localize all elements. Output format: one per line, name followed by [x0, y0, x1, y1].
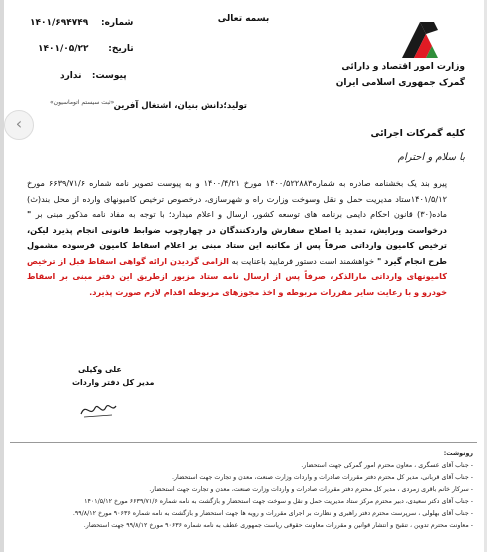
customs-logo-icon — [398, 18, 440, 60]
recipient-heading: کلیه گمرکات اجرائی — [370, 128, 465, 139]
date-value: ۱۴۰۱/۰۵/۲۲ — [38, 44, 89, 54]
ministry-name: وزارت امور اقتصاد و دارائی — [341, 62, 465, 72]
letter-body — [27, 176, 447, 300]
cc-line: - معاونت محترم تدوین ، تنقیح و انتشار قوانین و مقررات معاونت حقوقی ریاست جمهوری عطف به نامه شماره ۹۰۶۳۶ مورخ ۹۹/۸/۱۲ جهت استحضار. — [83, 522, 473, 529]
date-label: تاریخ: — [108, 44, 134, 54]
handwritten-signature-icon — [78, 398, 118, 420]
signatory-name: علی وکیلی — [78, 365, 122, 374]
cc-line: - جناب آقای دکتر سعیدی، دبیر محترم مرکز ستاد مدیریت حمل و نقل و سوخت جهت استحضار و بازگشت به نامه شماره ۶۶۳۹/۷۱/۶ مورخ ۱۴۰۱/۵/۱۲ — [84, 498, 473, 505]
cc-line: - جناب آقای بهلولی ، سرپرست محترم دفتر راهبری و نظارت بر اجرای مقررات و رویه ها جهت استحضار و بازگشت به نامه شماره ۹۰۶۳۶ مورخ ۹۹/۸/۱۲. — [72, 510, 473, 517]
cc-line: - جناب آقای قربانی، مدیر کل محترم دفتر مقررات صادرات و واردات وزارت صنعت، معدن و تجارت جهت استحضار. — [172, 474, 473, 481]
letter-number — [30, 18, 133, 28]
customs-name: گمرک جمهوری اسلامی ایران — [335, 78, 465, 88]
cc-line: - سرکار خانم باقری زمردی ، مدیر کل محترم دفتر مقررات صادرات و واردات وزارت صنعت، معدن و تجارت جهت استحضار. — [149, 486, 473, 493]
left-border — [0, 0, 4, 552]
letter-subject: تولید؛دانش بنیان، اشتغال آفرین — [113, 101, 247, 111]
body-highlight-red: الزامی گردیدن ارائه گواهی اسقاط قبل از ترخیص کامیونهای وارداتی مارالذکر، صرفاً پس از ارسال نامه ستاد مزبور ازطریق این دفتر مبنی بر اسقاط خودرو و با رعایت سایر مقررات مربوطه و اخذ مجوزهای مربوطه اقدام لازم صورت پذیرد. — [27, 255, 447, 297]
attachment-value: ندارد — [60, 71, 82, 81]
letter-attachment — [60, 71, 127, 81]
body-paragraph-3: خواهشمند است دستور فرمایید باعنایت به — [228, 255, 375, 266]
automation-note: «ثبت سیستم اتوماسیون» — [50, 99, 115, 106]
cc-line: - جناب آقای عسگری ، معاون محترم امور گمرکی جهت استحضار. — [301, 462, 473, 469]
signatory-title: مدیر کل دفتر واردات — [72, 378, 155, 387]
footer-divider — [10, 442, 477, 443]
attachment-label: پیوست: — [91, 71, 127, 81]
number-value: ۱۴۰۱/۶۹۴۷۴۹ — [30, 18, 89, 28]
previous-arrow-icon[interactable]: ‹ — [4, 110, 34, 140]
handwritten-greeting: با سلام و احترام — [397, 152, 465, 163]
letter-date — [38, 44, 134, 54]
number-label: شماره: — [101, 18, 134, 28]
cc-section — [13, 448, 473, 532]
body-paragraph-1: پیرو بند یک بخشنامه صادره به شماره۱۴۰۰/۵۲۲۸۸۳ مورخ ۱۴۰۰/۴/۲۱ و به پیوست تصویر نامه شماره ۶۶۳۹/۷۱/۶ مورخ ۱۴۰۱/۵/۱۲ستاد مدیریت حمل و نقل وسوخت وزارت راه و شهرسازی، درخصوص ترخیص کامیونهای وارده از محل بند(ث) ماده(۳۰) قانون احکام دایمی برنامه های توسعه کشور، ارسال و اعلام میدارد؛ با توجه به مفاد نامه مذکور مبنی بر — [27, 178, 447, 219]
cc-heading: رونوشت: — [443, 450, 473, 457]
bismillah-heading: بسمه تعالی — [217, 14, 270, 24]
body-quoted-bold: " درخواست ویرایش، تمدید یا اصلاح سفارش واردکنندگان در چهارچوب ضوابط قانونی انجام پذیرد لیکن، ترخیص کامیون وارداتی صرفاً پس از مکاتبه این ستاد مبنی بر اعلام اسقاط کامیون فرسوده مشمول طرح انجام گیرد " — [27, 209, 448, 266]
